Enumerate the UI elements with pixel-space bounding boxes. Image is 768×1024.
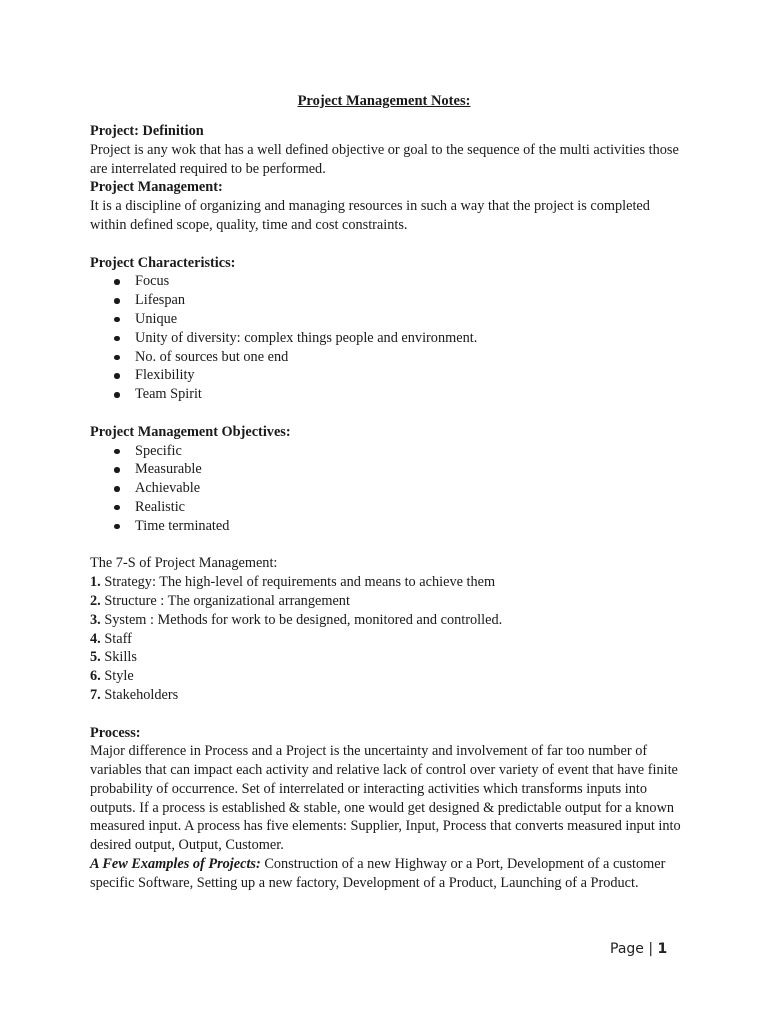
list-item xyxy=(90,310,686,329)
spacer xyxy=(90,235,686,254)
list-item-text: Unity of diversity: complex things people and environment. xyxy=(135,329,478,346)
seven-s-item xyxy=(90,648,686,667)
list-item xyxy=(90,272,686,291)
item-text: Structure : The organizational arrangement xyxy=(104,592,350,609)
process-text: Major difference in Process and a Project is the uncertainty and involvement of far too number of variables that can impact each activity and relative lack of control over variety of event that have finite probability of occurrence. Set of interrelated or interacting activities which transforms inputs into outputs. If a process is established & stable, one would get designed & predictable output for a known measured input. A process has five elements: Supplier, Input, Process that converts measured input into desired output, Output, Customer. xyxy=(90,743,681,854)
seven-s-item xyxy=(90,667,686,686)
seven-s-item xyxy=(90,630,686,649)
list-item-text: Measurable xyxy=(135,461,202,478)
list-item xyxy=(90,385,686,404)
item-number: 1. xyxy=(90,574,101,591)
list-item-text: Unique xyxy=(135,310,178,327)
list-item-text: Team Spirit xyxy=(135,386,202,403)
bullet-icon xyxy=(114,298,120,304)
seven-s-item xyxy=(90,592,686,611)
spacer xyxy=(90,536,686,555)
seven-s-heading: The 7-S of Project Management: xyxy=(90,555,278,572)
page-title: Project Management Notes: xyxy=(297,93,471,109)
examples-paragraph xyxy=(90,855,686,893)
list-item-text: Flexibility xyxy=(135,367,195,384)
page-footer xyxy=(610,941,667,957)
bullet-icon xyxy=(114,317,120,323)
list-item xyxy=(90,498,686,517)
objectives-list xyxy=(90,442,686,536)
bullet-icon xyxy=(114,373,120,379)
page-number: 1 xyxy=(657,941,668,957)
list-item xyxy=(90,291,686,310)
list-item-text: Achievable xyxy=(135,480,201,497)
item-text: Strategy: The high-level of requirements and means to achieve them xyxy=(104,574,496,591)
list-item-text: No. of sources but one end xyxy=(135,348,289,365)
item-number: 5. xyxy=(90,649,101,666)
bullet-icon xyxy=(114,279,120,285)
list-item-text: Specific xyxy=(135,442,182,459)
item-number: 2. xyxy=(90,592,101,609)
seven-s-item xyxy=(90,686,686,705)
list-item xyxy=(90,348,686,367)
list-item xyxy=(90,479,686,498)
bullet-icon xyxy=(114,449,120,455)
examples-text: Construction of a new Highway or a Port, Development of a customer specific Software, Setting up a new factory, Development of a Product, Launching of a Product. xyxy=(90,856,666,891)
list-item xyxy=(90,517,686,536)
item-number: 7. xyxy=(90,686,101,703)
characteristics-list xyxy=(90,272,686,404)
management-text: It is a discipline of organizing and managing resources in such a way that the project is completed within defined scope, quality, time and cost constraints. xyxy=(90,198,650,233)
page-label: Page | xyxy=(610,941,658,957)
list-item xyxy=(90,442,686,461)
bullet-icon xyxy=(114,524,120,530)
management-heading: Project Management: xyxy=(90,179,223,196)
document-body xyxy=(90,122,686,893)
list-item-text: Time terminated xyxy=(135,517,230,534)
item-text: Staff xyxy=(104,630,132,647)
item-text: Skills xyxy=(104,649,137,666)
characteristics-heading: Project Characteristics: xyxy=(90,254,236,271)
item-text: System : Methods for work to be designed, monitored and controlled. xyxy=(104,611,503,628)
list-item-text: Realistic xyxy=(135,498,186,515)
list-item-text: Focus xyxy=(135,273,170,290)
bullet-icon xyxy=(114,467,120,473)
bullet-icon xyxy=(114,392,120,398)
definition-heading: Project: Definition xyxy=(90,123,204,139)
objectives-heading: Project Management Objectives: xyxy=(90,423,291,440)
item-number: 3. xyxy=(90,611,101,628)
spacer xyxy=(90,705,686,724)
spacer xyxy=(90,404,686,423)
item-text: Stakeholders xyxy=(104,686,179,703)
bullet-icon xyxy=(114,505,120,511)
process-heading: Process: xyxy=(90,724,141,741)
seven-s-item xyxy=(90,573,686,592)
item-number: 6. xyxy=(90,668,101,685)
item-text: Style xyxy=(104,668,134,685)
list-item xyxy=(90,460,686,479)
list-item xyxy=(90,366,686,385)
bullet-icon xyxy=(114,355,120,361)
definition-text: Project is any wok that has a well defined objective or goal to the sequence of the multi activities those are interrelated required to be performed. xyxy=(90,141,679,177)
bullet-icon xyxy=(114,336,120,342)
bullet-icon xyxy=(114,486,120,492)
list-item-text: Lifespan xyxy=(135,292,186,309)
seven-s-item xyxy=(90,611,686,630)
list-item xyxy=(90,329,686,348)
examples-label: A Few Examples of Projects: xyxy=(90,856,261,873)
item-number: 4. xyxy=(90,630,101,647)
